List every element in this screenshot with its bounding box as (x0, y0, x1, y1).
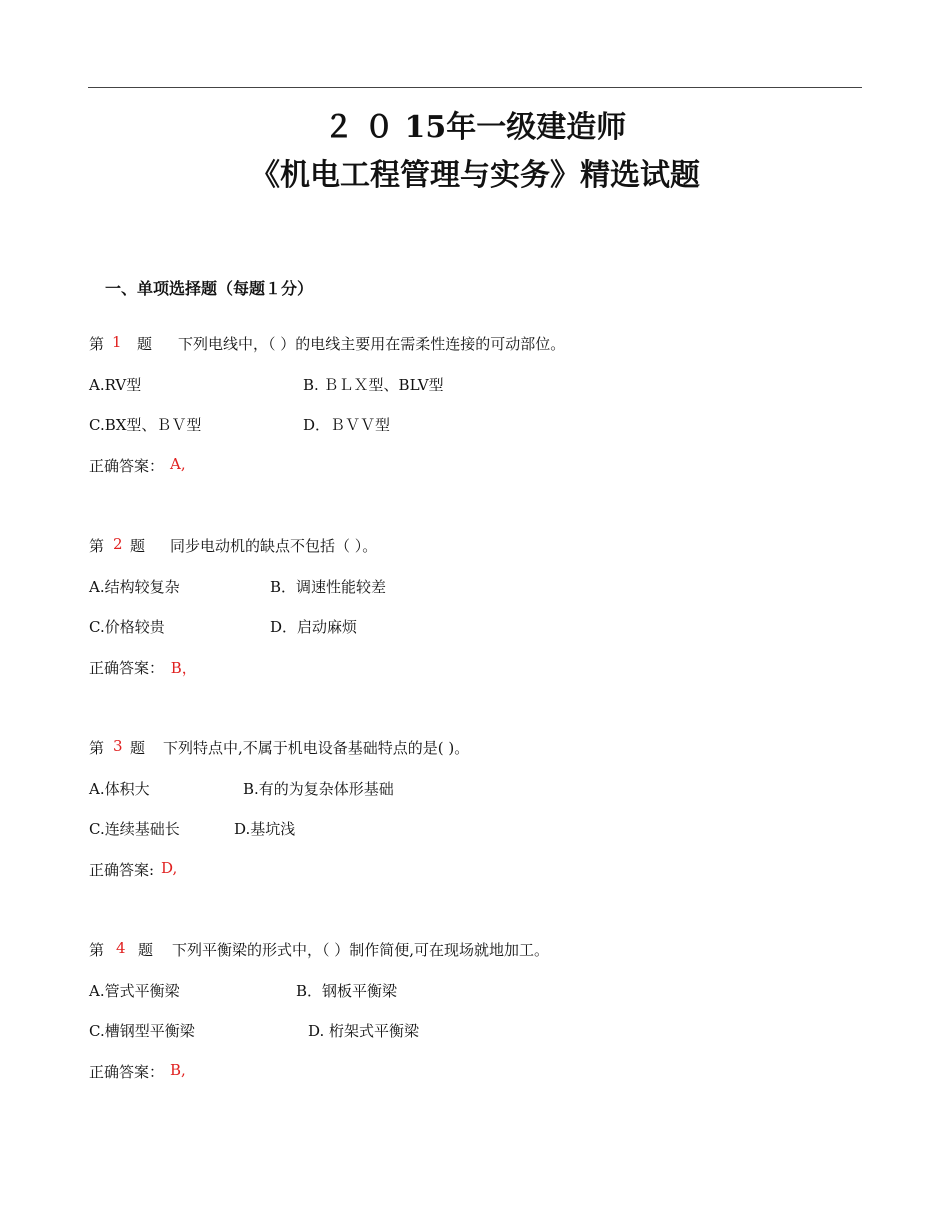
question-suffix: 题 (137, 335, 153, 353)
answer-value: D, (161, 859, 178, 877)
option-c: C.价格较贵 (89, 618, 165, 636)
question-prefix: 第 (89, 739, 105, 757)
option-a: A.RV型 (89, 376, 142, 394)
header-rule (88, 87, 862, 88)
answer-value: A, (170, 455, 186, 473)
option-b: B．钢板平衡梁 (296, 982, 398, 1000)
option-d: D. 桁架式平衡梁 (308, 1022, 420, 1040)
question-text: 下列平衡梁的形式中，（ ）制作简便,可在现场就地加工。 (172, 941, 550, 959)
question-prefix: 第 (89, 537, 105, 555)
option-b: B. ＢＬＸ型、BLV型 (303, 376, 444, 394)
question-prefix: 第 (89, 941, 105, 959)
answer-label: 正确答案： (89, 1063, 165, 1081)
page-title-line2: 《机电工程管理与实务》精选试题 (250, 158, 700, 193)
option-d: D.基坑浅 (234, 820, 296, 838)
option-c: C.连续基础长 (89, 820, 180, 838)
option-b: B．调速性能较差 (270, 578, 387, 596)
question-text: 下列特点中,不属于机电设备基础特点的是( )。 (163, 739, 470, 757)
question-suffix: 题 (130, 537, 146, 555)
option-c: C.槽钢型平衡梁 (89, 1022, 195, 1040)
question-number: 4 (116, 939, 126, 957)
option-a: A.管式平衡梁 (89, 982, 180, 1000)
answer-label: 正确答案： (89, 659, 165, 677)
answer-label: 正确答案： (89, 457, 165, 475)
question-prefix: 第 (89, 335, 105, 353)
question-text: 同步电动机的缺点不包括（ ）。 (170, 537, 378, 555)
question-suffix: 题 (130, 739, 146, 757)
question-number: 3 (113, 737, 123, 755)
question-number: 2 (113, 535, 123, 553)
option-b: B.有的为复杂体形基础 (243, 780, 394, 798)
answer-label: 正确答案: (89, 861, 155, 879)
page-title-line1: ２ ０ 15年一级建造师 (323, 110, 627, 145)
option-d: D．ＢＶＶ型 (303, 416, 391, 434)
option-a: A.结构较复杂 (89, 578, 180, 596)
answer-value: B, (170, 1061, 186, 1079)
answer-value: B， (166, 659, 197, 677)
option-d: D．启动麻烦 (270, 618, 358, 636)
option-a: A.体积大 (89, 780, 150, 798)
question-text: 下列电线中，（ ）的电线主要用在需柔性连接的可动部位。 (178, 335, 566, 353)
option-c: C.BX型、ＢＶ型 (89, 416, 202, 434)
question-number: 1 (112, 333, 122, 351)
section-heading: 一、单项选择题（每题１分） (105, 279, 314, 298)
question-suffix: 题 (138, 941, 154, 959)
